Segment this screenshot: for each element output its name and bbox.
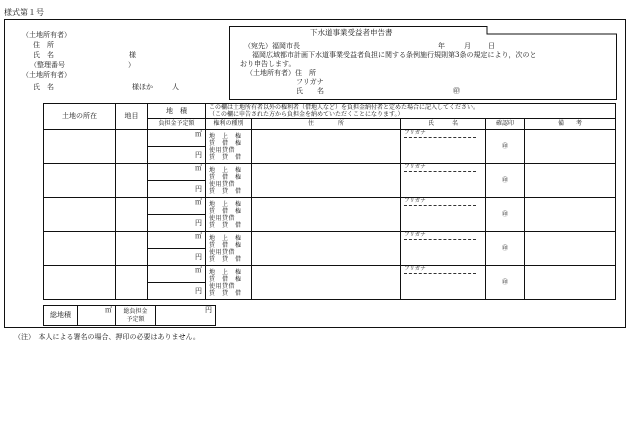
furigana-label: フリガナ <box>404 266 476 274</box>
owner-heading: （土地所有者） <box>22 31 71 39</box>
rights-cell <box>206 198 252 232</box>
right-loan-use: 使用貸借 <box>209 214 236 222</box>
head-category: 地目 <box>116 104 148 130</box>
charge-cell[interactable] <box>148 181 206 198</box>
report-body-line2: おり申告します。 <box>240 60 296 68</box>
area-cell[interactable] <box>148 266 206 283</box>
report-title: 下水道事業受益者申告書 <box>310 28 393 37</box>
seal-mark: ㊞ <box>501 279 508 287</box>
date-day: 日 <box>488 42 495 50</box>
category-cell[interactable] <box>116 232 148 266</box>
total-area-label: 総地積 <box>44 306 78 326</box>
furigana-label: フリガナ <box>404 232 476 240</box>
right-lease: 賃 借 権 <box>209 207 242 215</box>
name-label-2: 氏 名 <box>33 83 54 91</box>
yen-unit: 円 <box>205 306 212 314</box>
name-label: 氏 名 <box>33 51 54 59</box>
right-loan-use: 使用貸借 <box>209 180 236 188</box>
location-cell[interactable] <box>44 130 116 164</box>
seal-cell <box>486 130 525 164</box>
location-cell[interactable] <box>44 266 116 300</box>
category-cell[interactable] <box>116 130 148 164</box>
right-rental: 賃 貸 借 <box>209 221 242 229</box>
charge-cell[interactable] <box>148 283 206 300</box>
right-rental: 賃 貸 借 <box>209 153 242 161</box>
area-unit: ㎡ <box>195 232 202 240</box>
location-cell[interactable] <box>44 198 116 232</box>
date-year: 年 <box>438 42 445 50</box>
area-unit: ㎡ <box>195 130 202 138</box>
right-superficies: 地 上 権 <box>209 234 242 242</box>
area-cell[interactable] <box>148 130 206 147</box>
right-rental: 賃 貸 借 <box>209 187 242 195</box>
table-row <box>44 232 616 249</box>
right-superficies: 地 上 権 <box>209 132 242 140</box>
remarks-cell[interactable] <box>525 266 616 300</box>
seal-cell <box>486 232 525 266</box>
furigana-label: フリガナ <box>404 130 476 138</box>
location-cell[interactable] <box>44 164 116 198</box>
registration-close: ） <box>128 61 135 69</box>
date-month: 月 <box>464 42 471 50</box>
table-row <box>44 198 616 215</box>
seal-mark: ㊞ <box>501 245 508 253</box>
charge-cell[interactable] <box>148 215 206 232</box>
notice-line1: この欄は土地所有者以外の権利者（借地人など）を負担金納付者と定めた場合に記入してください。 <box>209 104 480 111</box>
remarks-cell[interactable] <box>525 164 616 198</box>
right-superficies: 地 上 権 <box>209 166 242 174</box>
address-cell[interactable] <box>252 198 401 232</box>
total-charge-label-line1: 総負担金 <box>123 308 148 316</box>
total-area-cell[interactable] <box>78 306 116 326</box>
name-cell[interactable] <box>401 232 486 266</box>
report-owner-address-label: （土地所有者）住 所 <box>246 69 316 77</box>
form-number: 様式第１号 <box>4 8 44 17</box>
footnote: （注） 本人による署名の場合、押印の必要はありません。 <box>14 333 200 341</box>
seal-cell <box>486 266 525 300</box>
head-area: 地 積 <box>148 104 206 119</box>
furigana-label: フリガナ <box>404 198 476 206</box>
registration-label: （整理番号 <box>30 61 65 69</box>
right-lease: 賃 借 権 <box>209 275 242 283</box>
head-location: 土地の所在 <box>44 104 116 130</box>
area-cell[interactable] <box>148 198 206 215</box>
table-row <box>44 130 616 147</box>
right-loan-use: 使用貸借 <box>209 248 236 256</box>
address-cell[interactable] <box>252 232 401 266</box>
head-name: 氏 名 <box>401 119 486 130</box>
head-remarks: 備 考 <box>525 119 616 130</box>
total-charge-cell[interactable] <box>156 306 216 326</box>
seal-cell <box>486 198 525 232</box>
right-loan-use: 使用貸借 <box>209 282 236 290</box>
area-unit: ㎡ <box>195 164 202 172</box>
category-cell[interactable] <box>116 198 148 232</box>
charge-cell[interactable] <box>148 249 206 266</box>
category-cell[interactable] <box>116 164 148 198</box>
yen-unit: 円 <box>195 286 202 295</box>
yen-unit: 円 <box>195 184 202 193</box>
notice-cell <box>206 104 616 119</box>
head-address: 住 所 <box>252 119 401 130</box>
area-unit: ㎡ <box>195 266 202 274</box>
seal-mark: ㊞ <box>501 177 508 185</box>
right-rental: 賃 貸 借 <box>209 255 242 263</box>
area-cell[interactable] <box>148 232 206 249</box>
name-cell[interactable] <box>401 130 486 164</box>
address-cell[interactable] <box>252 266 401 300</box>
addressee: （宛先）福岡市長 <box>244 42 300 50</box>
report-body-line1: 福岡広域都市計画下水道事業受益者負担に関する条例施行規則第3条の規定により，次のと <box>252 51 537 59</box>
right-lease: 賃 借 権 <box>209 139 242 147</box>
head-right-type: 権利の種別 <box>206 119 252 130</box>
category-cell[interactable] <box>116 266 148 300</box>
yen-unit: 円 <box>195 218 202 227</box>
area-unit: ㎡ <box>105 306 112 314</box>
remarks-cell[interactable] <box>525 232 616 266</box>
seal-cell <box>486 164 525 198</box>
report-seal: ㊞ <box>453 87 460 95</box>
area-unit: ㎡ <box>195 198 202 206</box>
rights-cell <box>206 232 252 266</box>
owner-heading-2: （土地所有者） <box>22 71 71 79</box>
rights-cell <box>206 164 252 198</box>
right-lease: 賃 借 権 <box>209 241 242 249</box>
land-table <box>43 103 616 300</box>
head-seal: 確認印 <box>486 119 525 130</box>
honorific-others: 様ほか <box>132 83 153 91</box>
location-cell[interactable] <box>44 232 116 266</box>
honorific: 様 <box>129 51 136 59</box>
total-charge-label-line2: 予定額 <box>126 315 145 323</box>
name-cell[interactable] <box>401 266 486 300</box>
head-charge: 負担金予定額 <box>148 119 206 130</box>
rights-cell <box>206 266 252 300</box>
area-cell[interactable] <box>148 164 206 181</box>
charge-cell[interactable] <box>148 147 206 164</box>
right-superficies: 地 上 権 <box>209 200 242 208</box>
table-row <box>44 266 616 283</box>
notice-line2: （この欄に申告された方から負担金を納めていただくことになります。） <box>209 111 404 118</box>
furigana-label: フリガナ <box>404 164 476 172</box>
report-furigana-label: フリガナ <box>296 78 324 86</box>
address-cell[interactable] <box>252 164 401 198</box>
name-cell[interactable] <box>401 164 486 198</box>
totals-table <box>43 305 216 326</box>
yen-unit: 円 <box>195 150 202 159</box>
yen-unit: 円 <box>195 252 202 261</box>
count-unit: 人 <box>172 83 179 91</box>
remarks-cell[interactable] <box>525 198 616 232</box>
address-cell[interactable] <box>252 130 401 164</box>
seal-mark: ㊞ <box>501 143 508 151</box>
total-charge-label <box>116 306 156 326</box>
right-loan-use: 使用貸借 <box>209 146 236 154</box>
rights-cell <box>206 130 252 164</box>
report-name-label: 氏 名 <box>296 87 324 95</box>
seal-mark: ㊞ <box>501 211 508 219</box>
right-rental: 賃 貸 借 <box>209 289 242 297</box>
name-cell[interactable] <box>401 198 486 232</box>
table-row <box>44 164 616 181</box>
remarks-cell[interactable] <box>525 130 616 164</box>
right-superficies: 地 上 権 <box>209 268 242 276</box>
right-lease: 賃 借 権 <box>209 173 242 181</box>
address-label: 住 所 <box>33 41 54 49</box>
